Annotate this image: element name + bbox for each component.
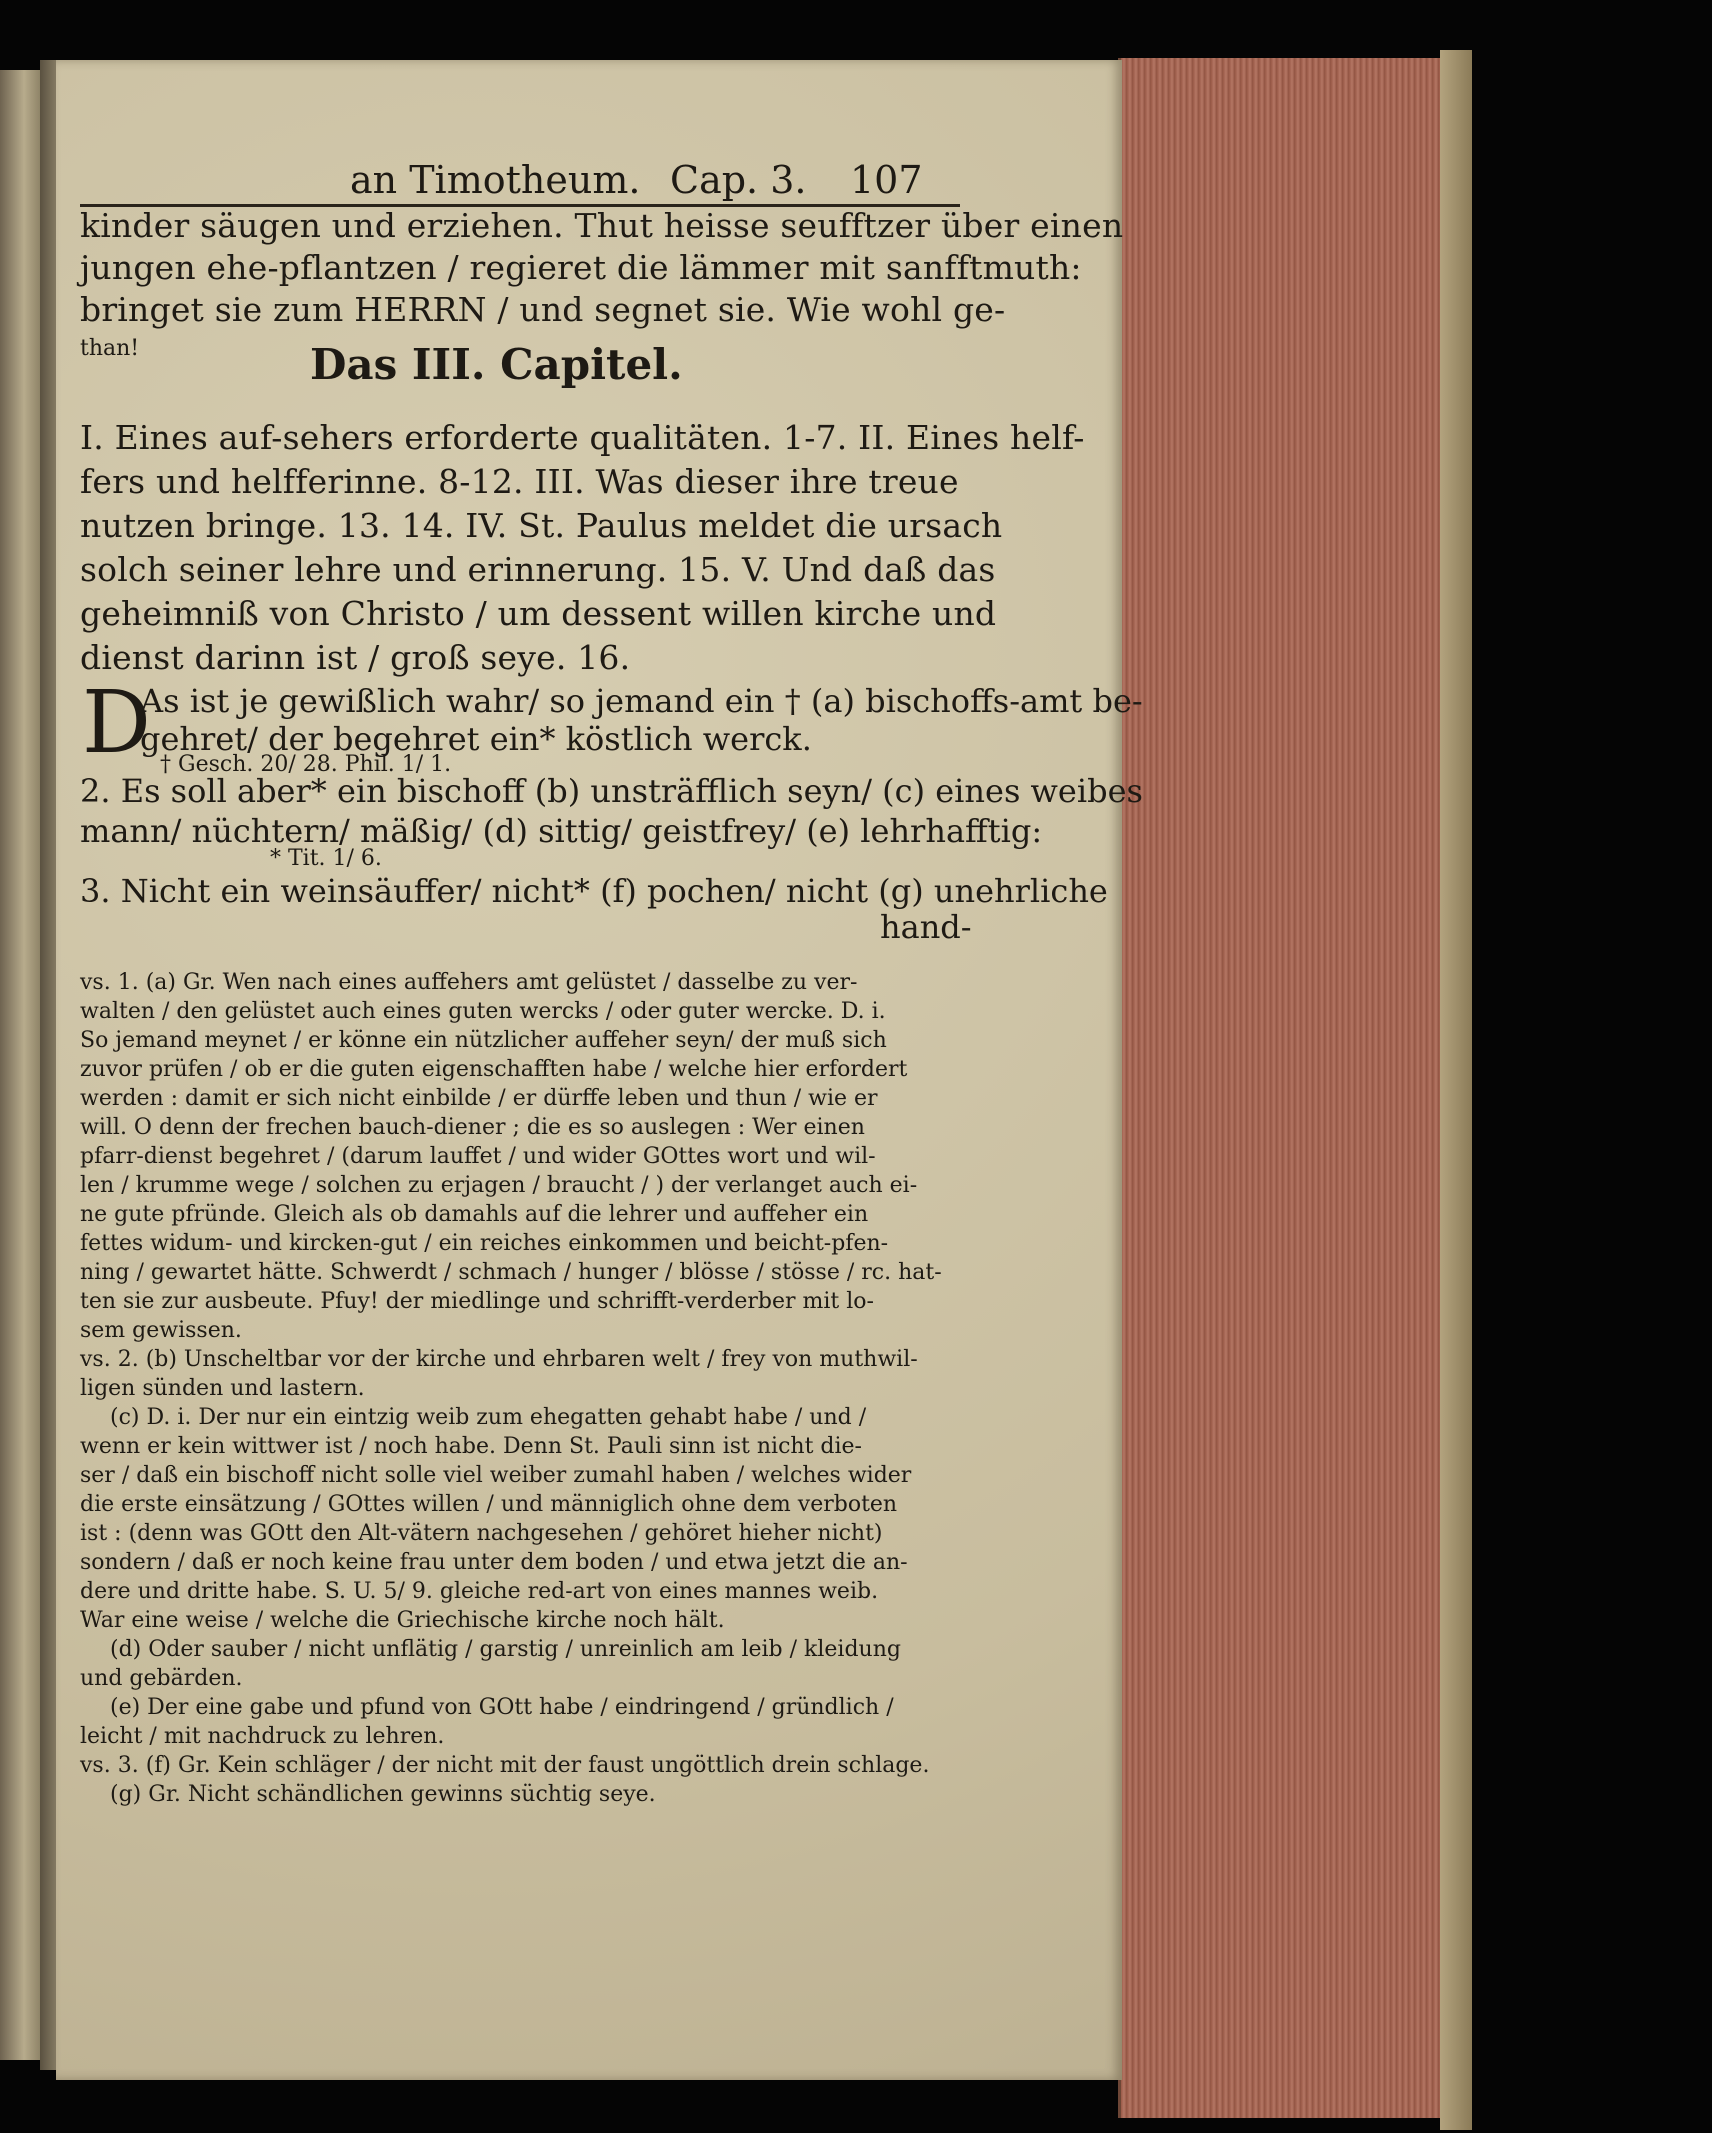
page-number: 107: [850, 158, 923, 202]
note-line: will. O denn der frechen bauch-diener ; die es so auslegen : Wer einen: [80, 1115, 865, 1140]
note-line: vs. 2. (b) Unscheltbar vor der kirche und ehrbaren welt / frey von muthwil-: [80, 1347, 918, 1372]
cover-edge: [1440, 50, 1472, 2130]
page-header: [340, 158, 960, 202]
summary-line: solch seiner lehre und erinnerung. 15. V. Und daß das: [80, 550, 996, 589]
verse-line: gehret/ der begehret ein* köstlich werck.: [140, 720, 812, 758]
text-line: bringet sie zum HERRN / und segnet sie. Wie wohl ge-: [80, 290, 1006, 329]
note-line: walten / den gelüstet auch eines guten wercks / oder guter wercke. D. i.: [80, 999, 886, 1024]
note-line: und gebärden.: [80, 1666, 243, 1691]
note-line: So jemand meynet / er könne ein nützlicher auffeher seyn/ der muß sich: [80, 1028, 887, 1053]
note-line: ning / gewartet hätte. Schwerdt / schmach / hunger / blösse / stösse / rc. hat-: [80, 1260, 942, 1285]
text-line: kinder säugen und erziehen. Thut heisse seufftzer über einen: [80, 206, 1124, 245]
summary-line: dienst darinn ist / groß seye. 16.: [80, 638, 631, 677]
note-line: (g) Gr. Nicht schändlichen gewinns süchtig seye.: [110, 1782, 656, 1807]
note-line: (e) Der eine gabe und pfund von GOtt habe / eindringend / gründlich /: [110, 1695, 894, 1720]
note-line: werden : damit er sich nicht einbilde / er dürffe leben und thun / wie er: [80, 1086, 878, 1111]
summary-line: geheimniß von Christo / um dessent willen kirche und: [80, 594, 997, 633]
note-line: (c) D. i. Der nur ein eintzig weib zum ehegatten gehabt habe / und /: [110, 1405, 867, 1430]
summary-line: nutzen bringe. 13. 14. IV. St. Paulus meldet die ursach: [80, 506, 1003, 545]
note-line: fettes widum- und kircken-gut / ein reiches einkommen und beicht-pfen-: [80, 1231, 889, 1256]
note-line: wenn er kein wittwer ist / noch habe. Denn St. Pauli sinn ist nicht die-: [80, 1434, 862, 1459]
note-line: die erste einsätzung / GOttes willen / und männiglich ohne dem verboten: [80, 1492, 898, 1517]
note-line: dere und dritte habe. S. U. 5/ 9. gleiche red-art von eines mannes weib.: [80, 1579, 879, 1604]
note-line: ligen sünden und lastern.: [80, 1376, 365, 1401]
note-line: ser / daß ein bischoff nicht solle viel weiber zumahl haben / welches wider: [80, 1463, 912, 1488]
note-line: (d) Oder sauber / nicht unflätig / garstig / unreinlich am leib / kleidung: [110, 1637, 901, 1662]
verse-line: mann/ nüchtern/ mäßig/ (d) sittig/ geistfrey/ (e) lehrhafftig:: [80, 812, 1043, 850]
note-line: War eine weise / welche die Griechische kirche noch hält.: [80, 1608, 725, 1633]
verse-line: 3. Nicht ein weinsäuffer/ nicht* (f) pochen/ nicht (g) unehrliche: [80, 872, 1108, 910]
cross-reference: † Gesch. 20/ 28. Phil. 1/ 1.: [160, 752, 452, 777]
verse-line: 2. Es soll aber* ein bischoff (b) unsträfflich seyn/ (c) eines weibes: [80, 772, 1143, 810]
text-line: jungen ehe-pflantzen / regieret die lämmer mit sanfftmuth:: [80, 248, 1082, 287]
red-page-edges: [1118, 58, 1451, 2118]
cross-reference: * Tit. 1/ 6.: [270, 846, 382, 871]
note-line: len / krumme wege / solchen zu erjagen / braucht / ) der verlanget auch ei-: [80, 1173, 918, 1198]
drop-cap: D: [82, 673, 151, 773]
note-line: vs. 1. (a) Gr. Wen nach eines auffehers amt gelüstet / dasselbe zu ver-: [80, 970, 858, 995]
previous-page-edge: [0, 70, 40, 2060]
note-line: pfarr-dienst begehret / (darum lauffet / und wider GOttes wort und wil-: [80, 1144, 876, 1169]
chapter-heading: Das III. Capitel.: [310, 340, 683, 389]
note-line: ne gute pfründe. Gleich als ob damahls auf die lehrer und auffeher ein: [80, 1202, 869, 1227]
note-line: ten sie zur ausbeute. Pfuy! der miedlinge und schrifft-verderber mit lo-: [80, 1289, 874, 1314]
note-line: leicht / mit nachdruck zu lehren.: [80, 1724, 445, 1749]
note-line: zuvor prüfen / ob er die guten eigenschafften habe / welche hier erfordert: [80, 1057, 908, 1082]
chapter-label: Cap. 3.: [670, 158, 807, 202]
catchword: hand-: [880, 908, 972, 946]
note-line: sem gewissen.: [80, 1318, 242, 1343]
verse-line: As ist je gewißlich wahr/ so jemand ein † (a) bischoffs-amt be-: [140, 682, 1143, 720]
note-line: ist : (denn was GOtt den Alt-vätern nachgesehen / gehöret hieher nicht): [80, 1521, 883, 1546]
summary-line: I. Eines auf-sehers erforderte qualitäten. 1-7. II. Eines helf-: [80, 418, 1085, 457]
note-line: sondern / daß er noch keine frau unter dem boden / und etwa jetzt die an-: [80, 1550, 908, 1575]
running-title: an Timotheum.: [350, 158, 641, 202]
note-line: vs. 3. (f) Gr. Kein schläger / der nicht mit der faust ungöttlich drein schlage.: [80, 1753, 930, 1778]
text-line: than!: [80, 336, 140, 361]
summary-line: fers und helfferinne. 8-12. III. Was dieser ihre treue: [80, 462, 959, 501]
